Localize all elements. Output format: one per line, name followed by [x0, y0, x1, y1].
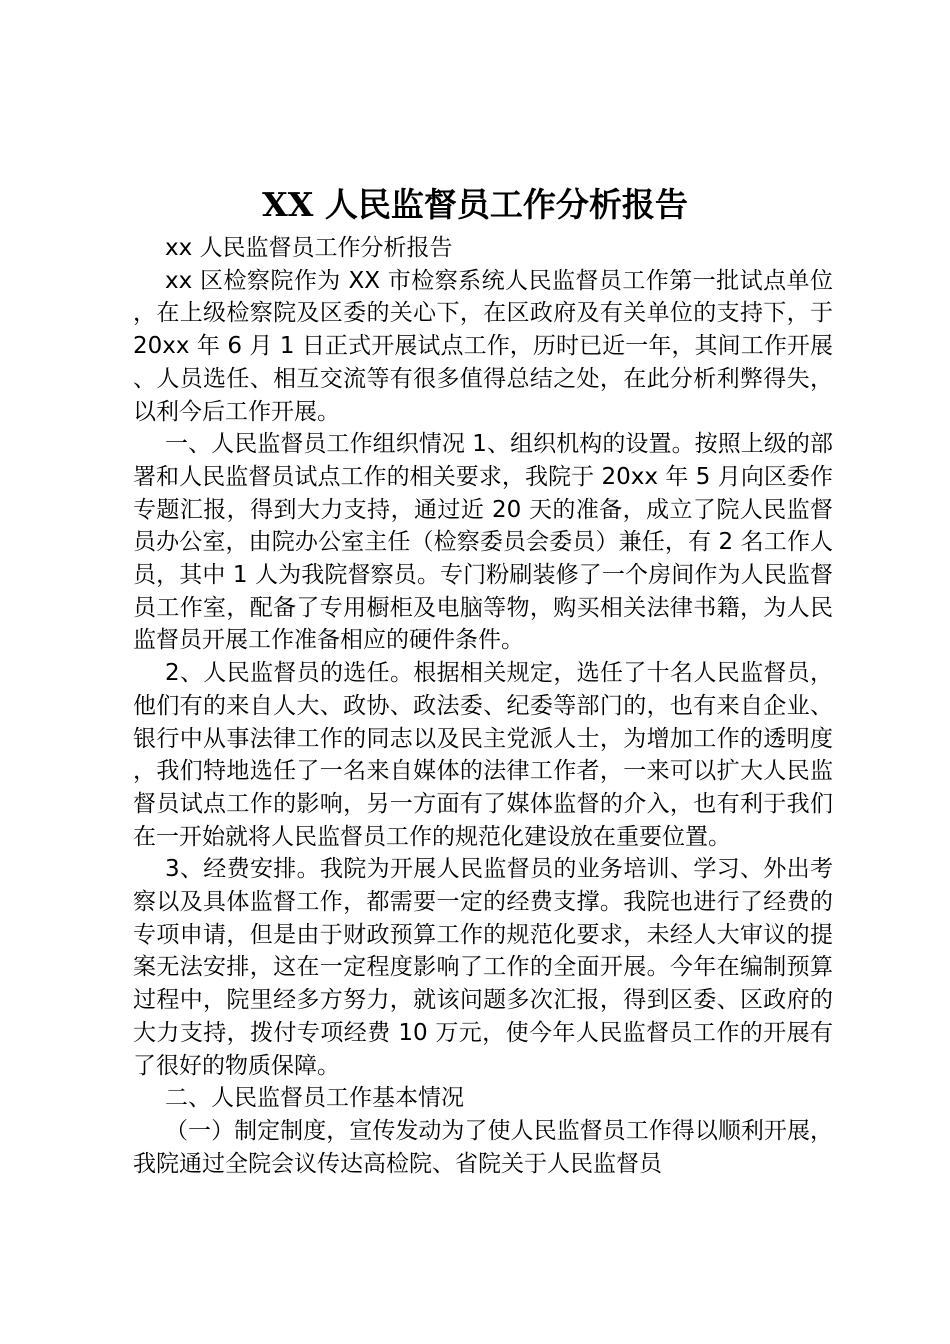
section-heading-basic-situation: 二、人民监督员工作基本情况 [165, 1085, 464, 1112]
paragraph-intro: xx 区检察院作为 XX 市检察系统人民监督员工作第一批试点单位，在上级检察院及区委的关心下，在区政府及有关单位的支持下，于 20xx 年 6 月 1 日正式开展试点工作，历时已近一年，其间工作开展、人员选任、相互交流等有很多值得总结之处，在此分析利弊得失，以利今后工作开展。 [133, 267, 833, 425]
paragraph-selection: 2、人民监督员的选任。根据相关规定，选任了十名人民监督员，他们有的来自人大、政协、政法委、纪委等部门的，也有来自企业、银行中从事法律工作的同志以及民主党派人士，为增加工作的透明度，我们特地选任了一名来自媒体的法律工作者，一来可以扩大人民监督员试点工作的影响，另一方面有了媒体监督的介入，也有利于我们在一开始就将人民监督员工作的规范化建设放在重要位置。 [133, 660, 833, 850]
paragraph-subtitle: xx 人民监督员工作分析报告 [165, 235, 453, 261]
paragraph-organization: 一、人民监督员工作组织情况 1、组织机构的设置。按照上级的部署和人民监督员试点工作的相关要求，我院于 20xx 年 5 月向区委作专题汇报，得到大力支持，通过近 20 天的准备，成立了院人民监督员办公室，由院办公室主任（检察委员会委员）兼任，有 2 名工作人员，其中 1 人为我院督察员。专门粉刷装修了一个房间作为人民监督员工作室，配备了专用橱柜及电脑等物，购买相关法律书籍，为人民监督员开展工作准备相应的硬件条件。 [133, 431, 833, 654]
paragraph-regulations: （一）制定制度，宣传发动为了使人民监督员工作得以顺利开展，我院通过全院会议传达高检院、省院关于人民监督员 [133, 1117, 833, 1177]
paragraph-funding: 3、经费安排。我院为开展人民监督员的业务培训、学习、外出考察以及具体监督工作，都需要一定的经费支撑。我院也进行了经费的专项申请，但是由于财政预算工作的规范化要求，未经人大审议的提案无法安排，这在一定程度影响了工作的全面开展。今年在编制预算过程中，院里经多方努力，就该问题多次汇报，得到区委、区政府的大力支持，拨付专项经费 10 万元，使今年人民监督员工作的开展有了很好的物质保障。 [133, 856, 833, 1079]
document-title: XX 人民监督员工作分析报告 [262, 185, 688, 224]
document-body [133, 232, 833, 1180]
